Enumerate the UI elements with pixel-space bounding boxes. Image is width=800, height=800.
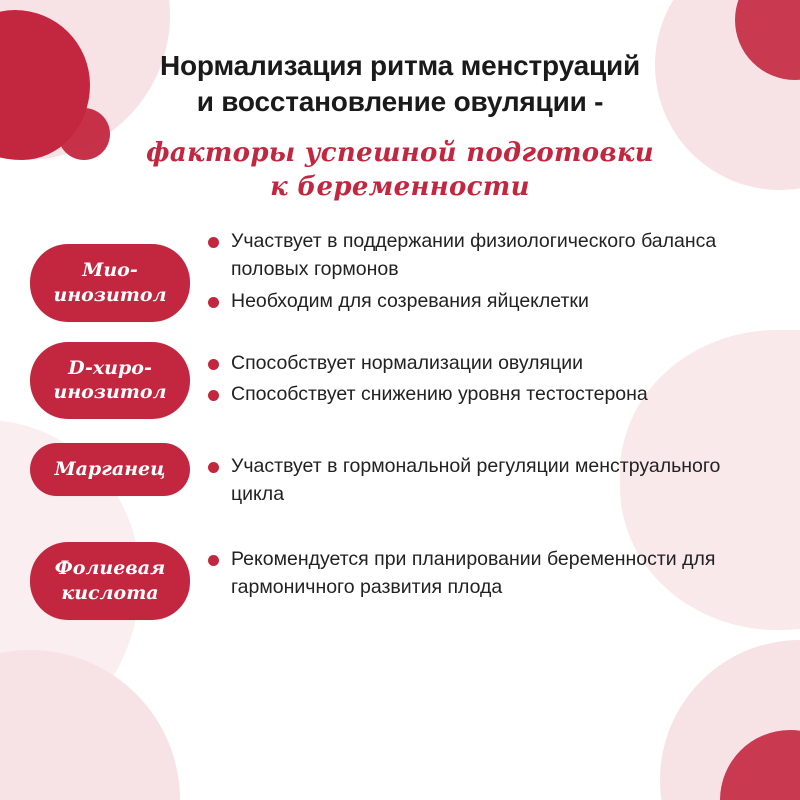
ingredient-pill-d-chiro-inositol xyxy=(30,342,190,419)
bullet-text: Способствует снижению уровня тестостерона xyxy=(231,383,648,406)
list-item xyxy=(30,532,770,619)
bullet-dot-icon xyxy=(208,555,219,566)
pill-label-line-1: D-хиро- xyxy=(68,356,152,379)
pill-label-line-1: Фолиевая xyxy=(54,557,166,580)
bullet-text: Рекомендуется при планировании беременности для гармоничного развития плода xyxy=(231,548,716,599)
ingredient-list xyxy=(30,226,770,620)
ingredient-pill-folic-acid xyxy=(30,542,190,619)
bullet-item xyxy=(208,350,770,378)
bullet-dot-icon xyxy=(208,462,219,473)
bullet-text: Необходим для созревания яйцеклетки xyxy=(231,289,589,312)
bullet-text: Участвует в поддержании физиологического баланса половых гормонов xyxy=(231,230,717,280)
pill-label-line-2: кислота xyxy=(61,582,159,605)
bullet-item xyxy=(208,288,770,316)
ingredient-bullets xyxy=(208,532,770,605)
bullet-item xyxy=(208,381,770,409)
ingredient-pill-myo-inositol xyxy=(30,244,190,321)
bullet-text: Участвует в гормональной регуляции менструального цикла xyxy=(231,455,721,505)
ingredient-pill-cell xyxy=(30,435,208,496)
pill-label-line-1: Мио- xyxy=(82,259,138,282)
bullet-item xyxy=(208,453,770,508)
bullet-dot-icon xyxy=(208,297,219,308)
ingredient-pill-cell xyxy=(30,226,208,321)
ingredient-pill-cell xyxy=(30,532,208,619)
pill-label-line-1: Марганец xyxy=(54,458,166,481)
ingredient-bullets xyxy=(208,435,770,512)
subtitle-line-2: к беременности xyxy=(270,171,530,202)
bullet-dot-icon xyxy=(208,359,219,370)
ingredient-bullets xyxy=(208,336,770,413)
bullet-dot-icon xyxy=(208,390,219,401)
decor-blob-bottom-left-pink xyxy=(0,650,180,800)
bullet-item xyxy=(208,546,770,601)
ingredient-pill-cell xyxy=(30,336,208,419)
pill-label-line-2: инозитол xyxy=(53,283,167,306)
ingredient-pill-manganese xyxy=(30,443,190,496)
list-item xyxy=(30,336,770,419)
subtitle-line-1: факторы успешной подготовки xyxy=(146,137,654,168)
list-item xyxy=(30,226,770,321)
page-subtitle xyxy=(30,136,770,205)
bullet-item xyxy=(208,228,770,283)
title-line-2: и восстановление овуляции - xyxy=(196,85,604,117)
page-title xyxy=(30,0,770,120)
title-line-1: Нормализация ритма менструаций xyxy=(160,50,640,81)
list-item xyxy=(30,435,770,512)
pill-label-line-2: инозитол xyxy=(53,381,167,404)
ingredient-bullets xyxy=(208,226,770,319)
bullet-dot-icon xyxy=(208,237,219,248)
bullet-text: Способствует нормализации овуляции xyxy=(231,351,584,374)
